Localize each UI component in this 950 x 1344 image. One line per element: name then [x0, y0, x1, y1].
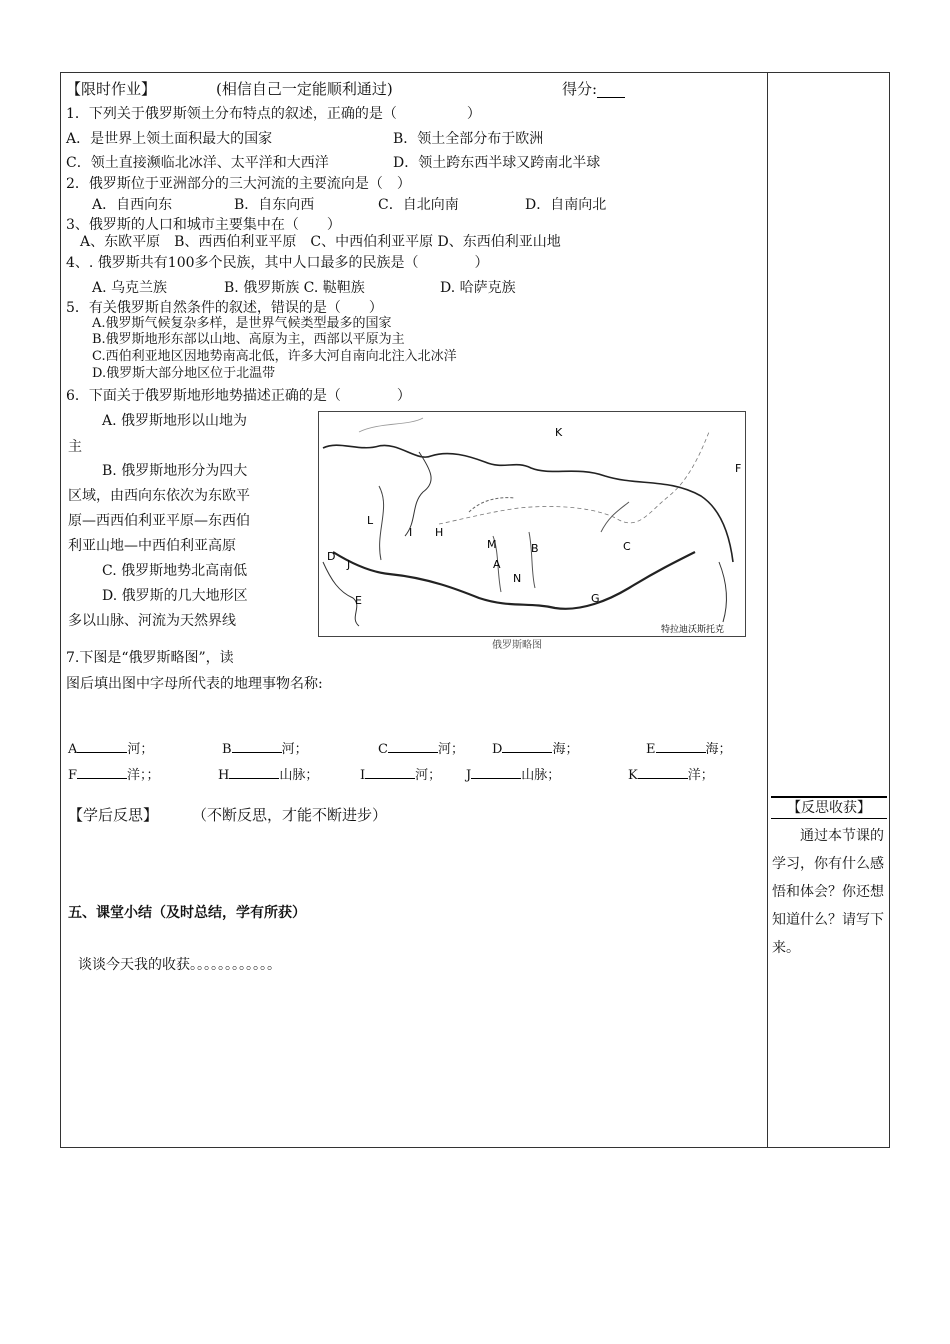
q1-option-d: D．领土跨东西半球又跨南北半球	[393, 155, 601, 171]
map-letter-m: M	[487, 538, 497, 551]
summary-title: 五、课堂小结（及时总结，学有所获）	[68, 905, 306, 921]
map-letter-e: E	[355, 594, 362, 607]
west-border	[379, 486, 384, 560]
map-drawing	[319, 412, 745, 636]
q7-fill-k[interactable]: K 洋；	[628, 768, 714, 783]
q6-stem: 6．下面关于俄罗斯地形地势描述正确的是（ ）	[66, 388, 411, 404]
scandinavia-outline	[405, 452, 431, 536]
black-sea-coast	[323, 562, 359, 626]
q4-option-a: A. 乌克兰族	[92, 280, 168, 296]
q6-line: C. 俄罗斯地势北高南低	[102, 563, 248, 579]
map-letter-b: B	[531, 542, 539, 555]
map-letter-g: G	[591, 592, 600, 605]
map-letter-i: I	[409, 526, 413, 539]
q6-line: 利亚山地—中西伯利亚高原	[68, 538, 236, 554]
q2-option-a: A．自西向东	[92, 197, 173, 213]
q7-line1: 7.下图是“俄罗斯略图”，读	[66, 650, 234, 666]
map-letter-h: H	[435, 526, 444, 539]
river-b	[529, 532, 535, 588]
q1-option-c: C．领土直接濒临北冰洋、太平洋和大西洋	[66, 155, 329, 171]
pacific-coast	[719, 562, 726, 622]
arctic-circle	[439, 432, 709, 524]
q1-option-b: B．领土全部分布于欧洲	[393, 131, 544, 147]
score-blank[interactable]	[597, 83, 625, 98]
reflection-title: 【学后反思】	[68, 806, 159, 824]
map-corner-label: 特拉迪沃斯托克	[661, 625, 725, 635]
sidebar-body: 通过本节课的学习，你有什么感悟和体会？你还想知道什么？请写下来。	[772, 828, 884, 956]
q7-fill-h[interactable]: H 山脉；	[218, 768, 319, 783]
q7-fill-j[interactable]: J 山脉；	[466, 768, 561, 783]
q7-fill-d[interactable]: D 海；	[492, 742, 579, 757]
map-caption: 俄罗斯略图	[492, 640, 542, 651]
q2-stem: 2．俄罗斯位于亚洲部分的三大河流的主要流向是（ ）	[66, 176, 411, 192]
map-letter-c: C	[623, 540, 631, 553]
q1-stem: 1．下列关于俄罗斯领土分布特点的叙述，正确的是（ ）	[66, 106, 481, 122]
q5-option-b: B.俄罗斯地形东部以山地、高原为主，西部以平原为主	[92, 332, 405, 347]
q7-fill-e[interactable]: E 海；	[646, 742, 732, 757]
q6-line: B. 俄罗斯地形分为四大	[102, 463, 248, 479]
q7-fill-c[interactable]: C 河；	[378, 742, 464, 757]
north-coastline	[323, 445, 733, 562]
map-letter-d: D	[327, 550, 336, 563]
column-divider	[767, 72, 768, 1148]
q7-line2: 图后填出图中字母所代表的地理事物名称:	[66, 676, 323, 692]
q6-line: 区域，由西向东依次为东欧平	[68, 488, 250, 504]
q7-fill-b[interactable]: B 河；	[222, 742, 308, 757]
sidebar-title: 【反思收获】	[771, 796, 887, 819]
map-letter-j: J	[347, 558, 351, 571]
russia-sketch-map	[318, 411, 746, 637]
arctic-islands	[359, 418, 423, 432]
q6-line: 主	[68, 439, 82, 455]
reflection-note: （不断反思，才能不断进步）	[192, 806, 388, 824]
q4-stem: 4、. 俄罗斯共有100多个民族，其中人口最多的民族是（ ）	[66, 255, 489, 271]
q6-line: A. 俄罗斯地形以山地为	[102, 413, 248, 429]
q2-option-c: C．自北向南	[378, 197, 459, 213]
q7-fill-i[interactable]: I 河；	[360, 768, 442, 783]
section-title: 【限时作业】	[66, 80, 157, 98]
map-letter-a: A	[493, 558, 501, 571]
q2-option-d: D．自南向北	[525, 197, 607, 213]
q5-option-a: A.俄罗斯气候复杂多样，是世界气候类型最多的国家	[92, 316, 392, 331]
map-letter-n: N	[513, 572, 522, 585]
q2-option-b: B．自东向西	[234, 197, 315, 213]
q6-line: 原—西西伯利亚平原—东西伯	[68, 513, 250, 529]
map-letter-l: L	[367, 514, 374, 527]
q1-option-a: A．是世界上领土面积最大的国家	[66, 131, 273, 147]
q6-line: 多以山脉、河流为天然界线	[68, 613, 236, 629]
summary-prompt[interactable]: 谈谈今天我的收获。。。。。。。。。。。。	[78, 957, 281, 973]
map-letter-f: F	[735, 462, 742, 475]
q3-options: A、东欧平原 B、西西伯利亚平原 C、中西伯利亚平原 D、东西伯利亚山地	[80, 234, 561, 250]
q4-option-bc: B. 俄罗斯族 C. 鞑靼族	[224, 280, 365, 296]
q4-option-d: D. 哈萨克族	[440, 280, 516, 296]
q6-line: D. 俄罗斯的几大地形区	[102, 588, 248, 604]
river-c	[601, 502, 629, 532]
q5-option-d: D.俄罗斯大部分地区位于北温带	[92, 366, 276, 381]
q5-option-c: C.西伯利亚地区因地势南高北低，许多大河自南向北注入北冰洋	[92, 349, 457, 364]
q3-stem: 3、俄罗斯的人口和城市主要集中在（ ）	[66, 217, 341, 233]
motto: (相信自己一定能顺利通过)	[216, 80, 393, 98]
score-label: 得分:	[562, 80, 625, 98]
q7-fill-a[interactable]: A 河；	[68, 742, 154, 757]
q7-fill-f[interactable]: F 洋；；	[68, 768, 160, 783]
map-letter-k: K	[555, 426, 563, 439]
q5-stem: 5．有关俄罗斯自然条件的叙述，错误的是（ ）	[66, 300, 383, 316]
